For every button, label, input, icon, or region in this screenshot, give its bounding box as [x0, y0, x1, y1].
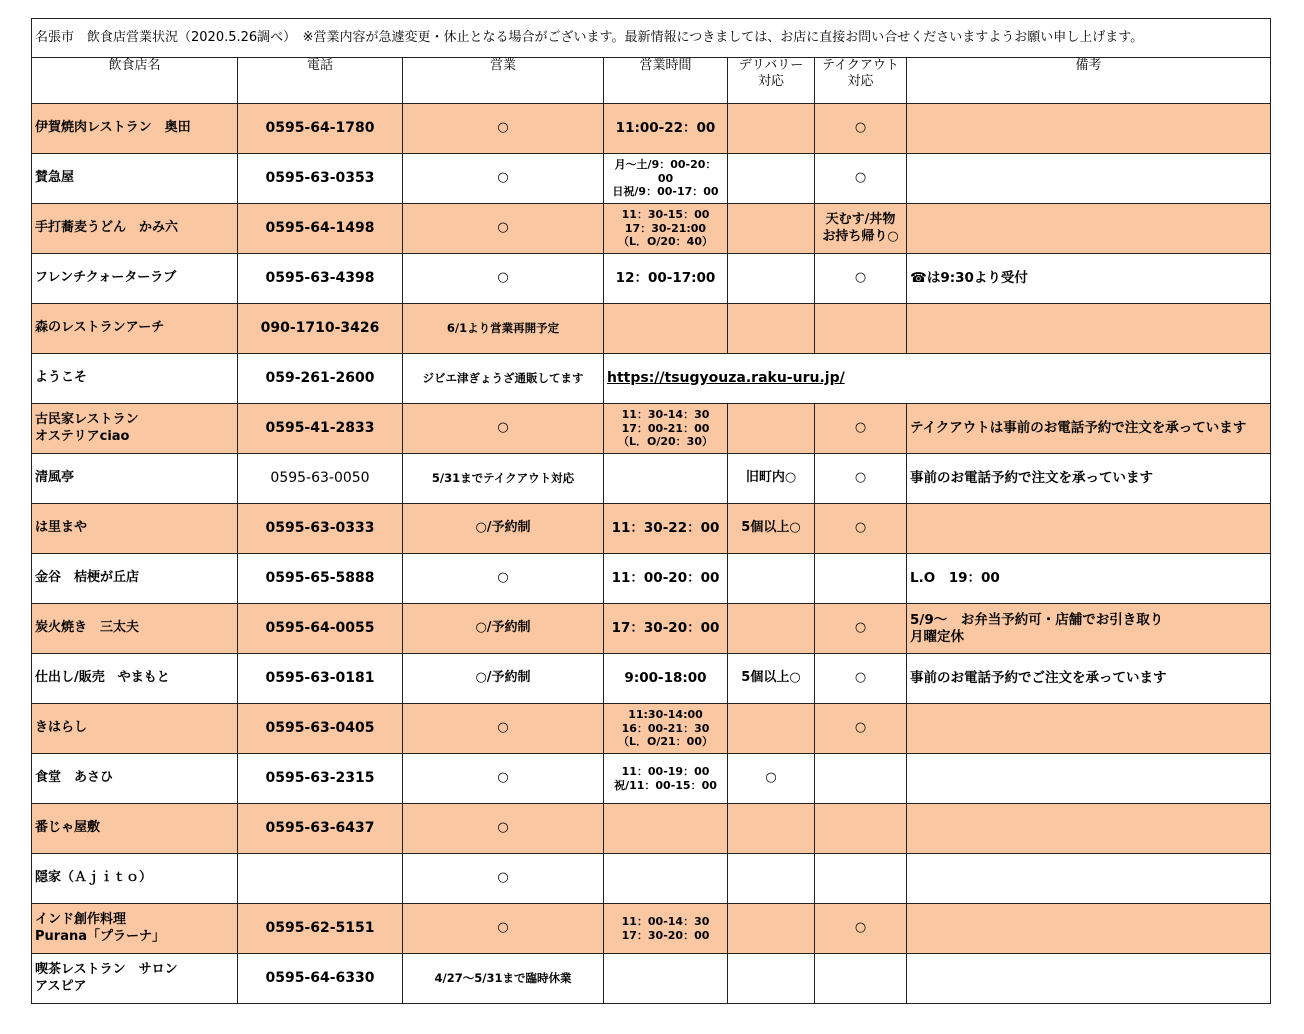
- restaurant-name: [32, 404, 238, 454]
- restaurant-name-line: インド創作料理: [35, 912, 127, 928]
- banner-row: [32, 19, 1271, 58]
- takeout-status: [815, 204, 907, 254]
- remarks: [907, 804, 1271, 854]
- takeout-status: [815, 654, 907, 704]
- restaurant-name-line: 古民家レストラン: [35, 412, 139, 428]
- business-hours: [604, 304, 728, 354]
- business-hours: [604, 954, 728, 1004]
- restaurant-name: [32, 854, 238, 904]
- remarks: [907, 504, 1271, 554]
- remarks-line: 月曜定休: [910, 628, 964, 645]
- delivery-status: [728, 954, 815, 1004]
- takeout-status: [815, 804, 907, 854]
- remarks: [907, 554, 1271, 604]
- delivery-status: [728, 704, 815, 754]
- business-hours: [604, 204, 728, 254]
- restaurant-name-line: 喫茶レストラン サロン: [35, 962, 178, 978]
- business-status: ○: [403, 204, 604, 254]
- restaurant-name-line: 炭火焼き 三太夫: [35, 620, 140, 636]
- takeout-status: [815, 254, 907, 304]
- business-hours: [604, 854, 728, 904]
- remarks: [907, 954, 1271, 1004]
- restaurant-name-line: 隠家（Ａｊｉｔｏ）: [35, 870, 153, 886]
- takeout-status-line: ○: [854, 170, 867, 186]
- business-status: ○: [403, 104, 604, 154]
- restaurant-name-line: アスピア: [35, 978, 87, 994]
- takeout-status-line: ○: [854, 120, 867, 136]
- takeout-status: [815, 904, 907, 954]
- restaurant-name: [32, 354, 238, 404]
- business-status: ○: [403, 804, 604, 854]
- table-row: [32, 854, 1271, 904]
- restaurant-name-line: 金谷 桔梗が丘店: [35, 570, 140, 586]
- remarks-line: L.O 19：00: [910, 570, 1000, 587]
- restaurant-name-line: 食堂 あさひ: [35, 770, 114, 786]
- restaurant-name-line: オステリアciao: [35, 428, 130, 444]
- business-status: ○: [403, 154, 604, 204]
- takeout-status-line: ○: [854, 920, 867, 936]
- business-hours-line: 16：00-21：30: [621, 721, 710, 735]
- business-hours-line: 月～土/9：00-20：00: [614, 157, 717, 185]
- phone-number: 0595-63-0353: [238, 154, 403, 204]
- table-row: [32, 104, 1271, 154]
- remarks: [907, 704, 1271, 754]
- header-takeout: [815, 58, 907, 104]
- business-hours-line: 11：30-15：00: [621, 207, 710, 221]
- takeout-status: [815, 504, 907, 554]
- business-status: ○: [403, 854, 604, 904]
- business-hours: [604, 554, 728, 604]
- restaurant-name-line: 清風亭: [35, 470, 75, 486]
- business-hours-line: 日祝/9：00-17：00: [612, 185, 719, 199]
- delivery-status: [728, 804, 815, 854]
- business-hours-line: 11：00-20：00: [611, 570, 720, 587]
- business-hours: [604, 504, 728, 554]
- business-hours: [604, 254, 728, 304]
- takeout-status-line: ○: [854, 670, 867, 686]
- business-hours: [604, 704, 728, 754]
- remarks: [907, 304, 1271, 354]
- business-status: ジビエ津ぎょうざ通販してます: [403, 354, 604, 404]
- phone-number: 0595-65-5888: [238, 554, 403, 604]
- restaurant-status-table: [31, 18, 1271, 1004]
- takeout-status: [815, 104, 907, 154]
- table-row: [32, 904, 1271, 954]
- delivery-status: [728, 854, 815, 904]
- table-row: [32, 404, 1271, 454]
- business-hours: [604, 754, 728, 804]
- delivery-status: [728, 304, 815, 354]
- restaurant-name-line: 森のレストランアーチ: [35, 320, 165, 336]
- restaurant-name: [32, 954, 238, 1004]
- delivery-status: [728, 404, 815, 454]
- restaurant-name-line: 伊賀焼肉レストラン 奥田: [35, 120, 191, 136]
- business-status: ○: [403, 904, 604, 954]
- business-hours: [604, 804, 728, 854]
- takeout-status-line: ○: [854, 520, 867, 536]
- phone-number: 0595-41-2833: [238, 404, 403, 454]
- table-row: [32, 754, 1271, 804]
- takeout-status-line: ○: [854, 470, 867, 486]
- takeout-status-line: ○: [854, 720, 867, 736]
- header-delivery: [728, 58, 815, 104]
- restaurant-name-line: 手打蕎麦うどん かみ六: [35, 220, 179, 236]
- business-hours-line: （L．O/20：40）: [618, 235, 713, 249]
- business-status: ○/予約制: [403, 654, 604, 704]
- business-hours: [604, 654, 728, 704]
- table-row: [32, 704, 1271, 754]
- business-hours: [604, 104, 728, 154]
- restaurant-name: [32, 304, 238, 354]
- takeout-status: [815, 454, 907, 504]
- remarks: [907, 454, 1271, 504]
- header-note: 備考: [907, 58, 1271, 104]
- phone-number: 059-261-2600: [238, 354, 403, 404]
- business-status: ○: [403, 404, 604, 454]
- phone-number: [238, 854, 403, 904]
- business-hours-line: 11：30-22：00: [611, 520, 720, 537]
- restaurant-name-line: Purana「プラーナ」: [35, 928, 165, 944]
- business-hours-line: 11:00-22：00: [615, 120, 716, 137]
- remarks: [907, 104, 1271, 154]
- takeout-status: [815, 604, 907, 654]
- table-row: [32, 604, 1271, 654]
- phone-number: 0595-63-0181: [238, 654, 403, 704]
- restaurant-name-line: は里まや: [35, 520, 88, 536]
- phone-number: 0595-64-1498: [238, 204, 403, 254]
- remarks-line: 事前のお電話予約でご注文を承っています: [910, 670, 1167, 687]
- restaurant-name: [32, 754, 238, 804]
- business-status: ○: [403, 704, 604, 754]
- restaurant-name: [32, 554, 238, 604]
- remarks: [907, 904, 1271, 954]
- business-hours-line: 17：30-20：00: [611, 620, 720, 637]
- takeout-status: [815, 854, 907, 904]
- phone-number: 0595-63-0050: [238, 454, 403, 504]
- business-hours-line: 17：30-21:00: [624, 221, 707, 235]
- delivery-status: ○: [728, 754, 815, 804]
- business-hours-line: （L．O/20：30）: [618, 435, 713, 449]
- remarks: [907, 854, 1271, 904]
- header-biz: 営業: [403, 58, 604, 104]
- table-row: [32, 954, 1271, 1004]
- takeout-status: [815, 704, 907, 754]
- table-row: [32, 804, 1271, 854]
- business-status: ○: [403, 754, 604, 804]
- restaurant-name: [32, 804, 238, 854]
- restaurant-name: [32, 904, 238, 954]
- header-tel: 電話: [238, 58, 403, 104]
- table-row: [32, 254, 1271, 304]
- phone-number: 0595-63-4398: [238, 254, 403, 304]
- delivery-status: 5個以上○: [728, 654, 815, 704]
- header-row: [32, 58, 1271, 104]
- restaurant-name-line: 賛急屋: [35, 170, 75, 186]
- restaurant-name: [32, 504, 238, 554]
- business-status: 6/1より営業再開予定: [403, 304, 604, 354]
- delivery-status: [728, 104, 815, 154]
- phone-number: 0595-63-0405: [238, 704, 403, 754]
- takeout-status-line: お持ち帰り○: [822, 228, 899, 244]
- delivery-status: [728, 204, 815, 254]
- restaurant-name: [32, 204, 238, 254]
- table-row: [32, 154, 1271, 204]
- remarks: [907, 754, 1271, 804]
- remarks: [907, 154, 1271, 204]
- business-hours: [604, 454, 728, 504]
- business-hours: [604, 604, 728, 654]
- delivery-status: [728, 904, 815, 954]
- business-hours: [604, 154, 728, 204]
- business-hours-line: 11:30-14:00: [628, 707, 703, 721]
- business-hours-line: 11：00-14：30: [621, 914, 710, 928]
- delivery-status: [728, 604, 815, 654]
- delivery-status: 旧町内○: [728, 454, 815, 504]
- takeout-status: [815, 554, 907, 604]
- business-hours-line: 17：00-21：00: [621, 421, 710, 435]
- remarks-line: 事前のお電話予約で注文を承っています: [910, 470, 1153, 487]
- header-hours: 営業時間: [604, 58, 728, 104]
- phone-number: 0595-64-1780: [238, 104, 403, 154]
- restaurant-name-line: フレンチクォーターラブ: [35, 270, 177, 286]
- phone-number: 0595-62-5151: [238, 904, 403, 954]
- restaurant-name: [32, 104, 238, 154]
- table-row: [32, 304, 1271, 354]
- remarks: [907, 604, 1271, 654]
- header-delivery-line: 対応: [757, 74, 784, 90]
- remarks-line: 5/9～ お弁当予約可・店舗でお引き取り: [910, 611, 1164, 628]
- table-row: [32, 204, 1271, 254]
- business-hours-line: 9:00-18:00: [624, 670, 707, 687]
- business-status: 4/27～5/31まで臨時休業: [403, 954, 604, 1004]
- restaurant-name: [32, 604, 238, 654]
- website-link[interactable]: https://tsugyouza.raku-uru.jp/: [604, 354, 1271, 404]
- business-status: ○: [403, 554, 604, 604]
- delivery-status: 5個以上○: [728, 504, 815, 554]
- takeout-status: [815, 404, 907, 454]
- restaurant-name-line: 番じゃ屋敷: [35, 820, 101, 836]
- takeout-status: [815, 754, 907, 804]
- takeout-status-line: 天むす/丼物: [825, 212, 896, 228]
- restaurant-name: [32, 454, 238, 504]
- phone-number: 0595-64-6330: [238, 954, 403, 1004]
- header-delivery-line: デリバリー: [738, 58, 804, 73]
- restaurant-name-line: きはらし: [35, 720, 88, 736]
- business-hours: [604, 404, 728, 454]
- phone-number: 0595-63-2315: [238, 754, 403, 804]
- restaurant-name: [32, 154, 238, 204]
- business-hours-line: 12：00-17:00: [615, 270, 716, 287]
- business-hours-line: 11：30-14：30: [621, 407, 710, 421]
- table-row: [32, 454, 1271, 504]
- restaurant-name-line: ようこそ: [35, 370, 88, 386]
- takeout-status: [815, 954, 907, 1004]
- table-row: [32, 504, 1271, 554]
- business-status: ○: [403, 254, 604, 304]
- business-status: ○/予約制: [403, 504, 604, 554]
- phone-number: 0595-63-6437: [238, 804, 403, 854]
- business-hours-line: 11：00-19：00: [621, 764, 710, 778]
- takeout-status-line: ○: [854, 420, 867, 436]
- business-hours-line: 祝/11：00-15：00: [614, 778, 717, 792]
- delivery-status: [728, 254, 815, 304]
- table-row: [32, 354, 1271, 404]
- business-status: 5/31までテイクアウト対応: [403, 454, 604, 504]
- takeout-status-line: ○: [854, 270, 867, 286]
- delivery-status: [728, 554, 815, 604]
- restaurant-name-line: 仕出し/販売 やまもと: [35, 670, 170, 686]
- business-status: ○/予約制: [403, 604, 604, 654]
- header-name: 飲食店名: [32, 58, 238, 104]
- takeout-status: [815, 304, 907, 354]
- table-row: [32, 554, 1271, 604]
- phone-number: 0595-64-0055: [238, 604, 403, 654]
- business-hours: [604, 904, 728, 954]
- phone-number: 090-1710-3426: [238, 304, 403, 354]
- business-hours-line: （L．O/21：00）: [618, 735, 713, 749]
- remarks: [907, 204, 1271, 254]
- business-hours-line: 17：30-20：00: [621, 928, 710, 942]
- remarks: [907, 254, 1271, 304]
- sheet-title: 名張市 飲食店営業状況（2020.5.26調べ） ※営業内容が急遽変更・休止となる場合がございます。最新情報につきましては、お店に直接お問い合せくださいますようお願い申し上げます。: [32, 19, 1271, 58]
- restaurant-name: [32, 654, 238, 704]
- takeout-status-line: ○: [854, 620, 867, 636]
- remarks-line: テイクアウトは事前のお電話予約で注文を承っています: [910, 420, 1247, 437]
- delivery-status: [728, 154, 815, 204]
- phone-number: 0595-63-0333: [238, 504, 403, 554]
- takeout-status: [815, 154, 907, 204]
- remarks: [907, 404, 1271, 454]
- restaurant-name: [32, 254, 238, 304]
- restaurant-name: [32, 704, 238, 754]
- remarks-line: ☎は9:30より受付: [910, 270, 1028, 287]
- remarks: [907, 654, 1271, 704]
- header-takeout-line: テイクアウト: [822, 58, 899, 73]
- table-row: [32, 654, 1271, 704]
- header-takeout-line: 対応: [847, 74, 874, 90]
